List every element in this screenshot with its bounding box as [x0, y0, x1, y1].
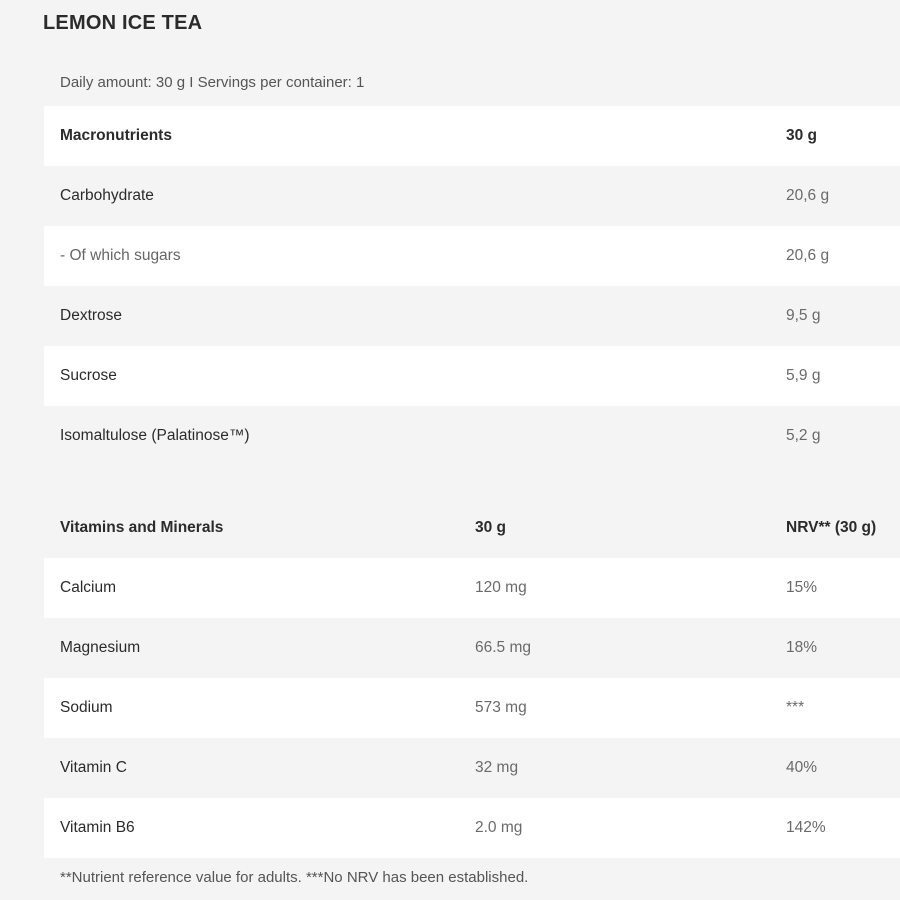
nutrient-name: Sodium: [60, 699, 113, 716]
nutrient-nrv: ***: [786, 699, 805, 716]
nutrient-amount: 5,2 g: [786, 427, 821, 444]
vitamins-header-label: Vitamins and Minerals: [60, 519, 224, 536]
nutrient-nrv: 18%: [786, 639, 818, 656]
table-row: [44, 738, 900, 798]
nutrient-amount: 2.0 mg: [475, 819, 523, 836]
table-row: [44, 618, 900, 678]
macronutrients-header-amount: 30 g: [786, 127, 818, 144]
nutrition-table: [44, 60, 900, 898]
table-caption: Daily amount: 30 g I Servings per container: 1: [60, 74, 365, 91]
table-footnote: **Nutrient reference value for adults. ***No NRV has been established.: [60, 869, 529, 886]
nutrient-amount: 5,9 g: [786, 367, 821, 384]
nutrient-amount: 120 mg: [475, 579, 527, 596]
vitamins-header-row: [44, 498, 900, 558]
table-row: [44, 286, 900, 346]
page-title: LEMON ICE TEA: [43, 12, 203, 34]
section-spacer: [44, 466, 900, 498]
macronutrients-header-label: Macronutrients: [60, 127, 172, 144]
nutrient-name: Dextrose: [60, 307, 123, 324]
nutrient-amount: 66.5 mg: [475, 639, 532, 656]
nutrient-name: Calcium: [60, 579, 116, 596]
nutrient-amount: 20,6 g: [786, 247, 830, 264]
table-row: [44, 346, 900, 406]
table-row: [44, 406, 900, 466]
nutrient-name: Sucrose: [60, 367, 117, 384]
table-row: [44, 166, 900, 226]
vitamins-header-amount: 30 g: [475, 519, 507, 536]
nutrient-name: - Of which sugars: [60, 247, 181, 264]
macronutrients-header-row: [44, 106, 900, 166]
nutrient-amount: 9,5 g: [786, 307, 821, 324]
nutrient-name: Magnesium: [60, 639, 141, 656]
nutrient-name: Vitamin C: [60, 759, 127, 776]
table-row: [44, 558, 900, 618]
nutrient-name: Carbohydrate: [60, 187, 154, 204]
nutrient-nrv: 15%: [786, 579, 818, 596]
nutrient-name: Vitamin B6: [60, 819, 135, 836]
nutrient-amount: 32 mg: [475, 759, 519, 776]
vitamins-header-nrv: NRV** (30 g): [786, 519, 877, 536]
table-row: [44, 226, 900, 286]
table-row: [44, 798, 900, 858]
nutrient-nrv: 142%: [786, 819, 826, 836]
table-row: [44, 678, 900, 738]
nutrient-name: Isomaltulose (Palatinose™): [60, 427, 250, 444]
nutrient-amount: 573 mg: [475, 699, 527, 716]
nutrient-amount: 20,6 g: [786, 187, 830, 204]
nutrient-nrv: 40%: [786, 759, 818, 776]
